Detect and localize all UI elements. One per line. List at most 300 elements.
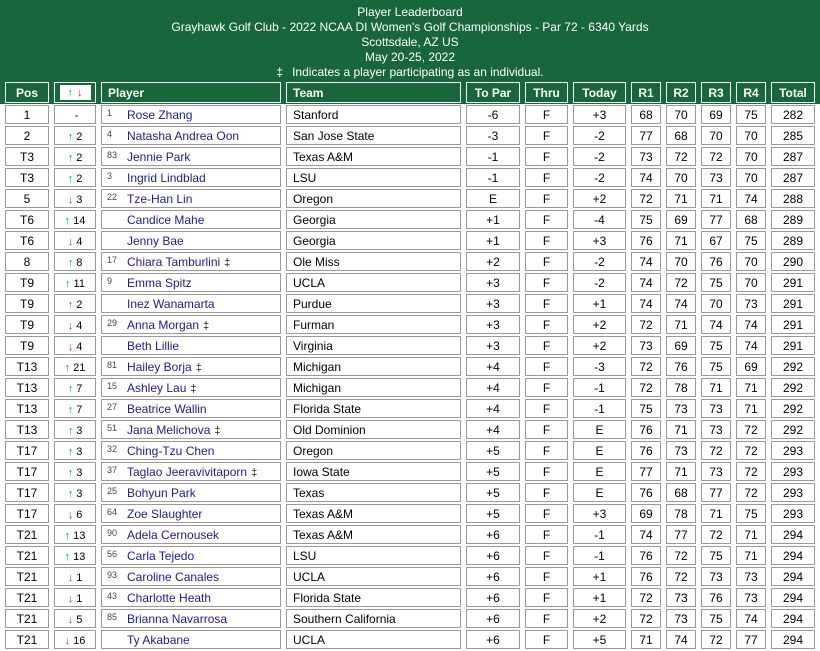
team-cell: Texas A&M [286, 525, 461, 544]
down-arrow-icon: ↓ [77, 87, 83, 100]
total-cell: 291 [771, 273, 815, 292]
down-arrow-icon: ↓ [67, 193, 74, 206]
team-cell: LSU [286, 546, 461, 565]
player-link[interactable]: Adela Cernousek [127, 527, 220, 542]
to-par-cell: +6 [466, 546, 520, 565]
down-arrow-icon: ↓ [67, 508, 74, 521]
r3-cell: 76 [701, 252, 731, 271]
r4-cell: 74 [736, 609, 766, 628]
movement-cell [54, 609, 96, 628]
thru-cell: F [525, 588, 568, 607]
r3-cell: 73 [701, 420, 731, 439]
r2-cell: 69 [666, 336, 696, 355]
player-link[interactable]: Charlotte Heath [127, 590, 212, 605]
r2-cell: 73 [666, 609, 696, 628]
player-link[interactable]: Candice Mahe [127, 212, 205, 227]
movement-cell [54, 462, 96, 481]
table-row [5, 336, 815, 355]
r4-cell: 74 [736, 189, 766, 208]
player-link[interactable]: Ashley Lau [127, 380, 187, 395]
movement-value: 7 [76, 403, 83, 416]
total-cell: 294 [771, 630, 815, 649]
total-cell: 287 [771, 147, 815, 166]
today-cell: +3 [573, 504, 626, 523]
table-row [5, 609, 815, 628]
total-cell: 289 [771, 231, 815, 250]
pos-cell: T9 [5, 315, 49, 334]
r2-cell: 77 [666, 525, 696, 544]
col-header-today: Today [573, 82, 626, 103]
r3-cell: 75 [701, 357, 731, 376]
player-link[interactable]: Rose Zhang [127, 107, 193, 122]
down-arrow-icon: ↓ [67, 592, 74, 605]
r2-cell: 72 [666, 273, 696, 292]
total-cell: 292 [771, 399, 815, 418]
r1-cell: 72 [631, 378, 661, 397]
pos-cell: T21 [5, 546, 49, 565]
down-arrow-icon: ↓ [67, 235, 74, 248]
pos-cell: T6 [5, 210, 49, 229]
col-header-pos: Pos [5, 82, 49, 103]
player-link[interactable]: Anna Morgan [127, 317, 200, 332]
r2-cell: 70 [666, 105, 696, 124]
team-cell: UCLA [286, 273, 461, 292]
r4-cell: 70 [736, 273, 766, 292]
today-cell: E [573, 441, 626, 460]
total-cell: 294 [771, 588, 815, 607]
player-link[interactable]: Tze-Han Lin [127, 191, 193, 206]
today-cell: E [573, 420, 626, 439]
to-par-cell: +3 [466, 273, 520, 292]
today-cell: +1 [573, 567, 626, 586]
table-row [5, 546, 815, 565]
table-row [5, 378, 815, 397]
r3-cell: 75 [701, 273, 731, 292]
r4-cell: 70 [736, 168, 766, 187]
player-cell [101, 609, 281, 628]
up-arrow-icon: ↑ [64, 214, 71, 227]
movement-value: 6 [76, 508, 83, 521]
up-arrow-icon: ↑ [67, 466, 74, 479]
pos-cell: T13 [5, 420, 49, 439]
r3-cell: 72 [701, 630, 731, 649]
player-cell [101, 336, 281, 355]
to-par-cell: +5 [466, 462, 520, 481]
to-par-cell: +2 [466, 252, 520, 271]
r4-cell: 72 [736, 420, 766, 439]
movement-value: 21 [73, 361, 86, 374]
table-row [5, 588, 815, 607]
player-link[interactable]: Ching-Tzu Chen [127, 443, 215, 458]
r3-cell: 77 [701, 483, 731, 502]
r1-cell: 76 [631, 231, 661, 250]
down-arrow-icon: ↓ [67, 319, 74, 332]
table-row [5, 210, 815, 229]
team-cell: Florida State [286, 588, 461, 607]
player-cell [101, 315, 281, 334]
to-par-cell: +5 [466, 504, 520, 523]
r1-cell: 76 [631, 420, 661, 439]
team-cell: Purdue [286, 294, 461, 313]
total-cell: 290 [771, 252, 815, 271]
team-cell: Georgia [286, 210, 461, 229]
up-arrow-icon: ↑ [64, 361, 71, 374]
r2-cell: 71 [666, 231, 696, 250]
team-cell: Stanford [286, 105, 461, 124]
pos-cell: 2 [5, 126, 49, 145]
thru-cell: F [525, 294, 568, 313]
r1-cell: 75 [631, 210, 661, 229]
r3-cell: 73 [701, 168, 731, 187]
movement-cell [54, 357, 96, 376]
header-row [5, 82, 815, 103]
pos-cell: T17 [5, 462, 49, 481]
up-arrow-icon: ↑ [67, 298, 74, 311]
col-header-r1: R1 [631, 82, 661, 103]
player-cell [101, 399, 281, 418]
team-cell: Texas A&M [286, 147, 461, 166]
to-par-cell: -1 [466, 168, 520, 187]
player-number: 43 [107, 590, 118, 601]
player-link[interactable]: Hailey Borja [127, 359, 192, 374]
table-row [5, 147, 815, 166]
player-cell [101, 420, 281, 439]
r4-cell: 73 [736, 567, 766, 586]
movement-value: 5 [76, 613, 83, 626]
thru-cell: F [525, 441, 568, 460]
movement-value: 1 [76, 571, 83, 584]
movement-cell [54, 420, 96, 439]
individual-dagger-icon: ‡ [190, 382, 197, 395]
movement-cell [54, 588, 96, 607]
r4-cell: 74 [736, 336, 766, 355]
r2-cell: 71 [666, 189, 696, 208]
player-link[interactable]: Inez Wanamarta [127, 296, 215, 311]
r4-cell: 72 [736, 483, 766, 502]
individual-dagger-icon: ‡ [203, 319, 210, 332]
to-par-cell: +1 [466, 210, 520, 229]
r2-cell: 78 [666, 504, 696, 523]
player-link[interactable]: Brianna Navarrosa [127, 611, 228, 626]
movement-value: 14 [73, 214, 86, 227]
r4-cell: 71 [736, 399, 766, 418]
movement-value: 16 [73, 634, 86, 647]
player-number: 56 [107, 548, 118, 559]
team-cell: Oregon [286, 441, 461, 460]
team-cell: LSU [286, 168, 461, 187]
pos-cell: T9 [5, 273, 49, 292]
to-par-cell: +4 [466, 378, 520, 397]
thru-cell: F [525, 336, 568, 355]
total-cell: 285 [771, 126, 815, 145]
total-cell: 291 [771, 336, 815, 355]
to-par-cell: +4 [466, 420, 520, 439]
col-header-r4: R4 [736, 82, 766, 103]
thru-cell: F [525, 378, 568, 397]
col-header-r2: R2 [666, 82, 696, 103]
player-cell [101, 441, 281, 460]
r2-cell: 70 [666, 168, 696, 187]
today-cell: +2 [573, 189, 626, 208]
movement-value: 7 [76, 382, 83, 395]
total-cell: 291 [771, 294, 815, 313]
movement-value: 2 [76, 172, 83, 185]
r2-cell: 71 [666, 315, 696, 334]
r3-cell: 73 [701, 399, 731, 418]
r1-cell: 74 [631, 273, 661, 292]
r1-cell: 72 [631, 189, 661, 208]
today-cell: +2 [573, 609, 626, 628]
team-cell: Texas [286, 483, 461, 502]
r2-cell: 73 [666, 399, 696, 418]
r4-cell: 77 [736, 630, 766, 649]
thru-cell: F [525, 567, 568, 586]
r3-cell: 69 [701, 105, 731, 124]
r2-cell: 68 [666, 483, 696, 502]
col-header-movement [54, 82, 96, 103]
player-link[interactable]: Zoe Slaughter [127, 506, 203, 521]
player-number: 3 [107, 170, 113, 181]
movement-value: 3 [76, 445, 83, 458]
table-row [5, 525, 815, 544]
total-cell: 292 [771, 420, 815, 439]
r1-cell: 74 [631, 525, 661, 544]
player-link[interactable]: Chiara Tamburlini [127, 254, 221, 269]
player-number: 64 [107, 506, 118, 517]
today-cell: +1 [573, 294, 626, 313]
player-cell [101, 210, 281, 229]
to-par-cell: E [466, 189, 520, 208]
pos-cell: T6 [5, 231, 49, 250]
r1-cell: 74 [631, 168, 661, 187]
col-header-team: Team [286, 82, 461, 103]
up-arrow-icon: ↑ [67, 130, 74, 143]
player-link[interactable]: Jennie Park [127, 149, 191, 164]
up-arrow-icon: ↑ [67, 424, 74, 437]
player-cell [101, 504, 281, 523]
r1-cell: 76 [631, 441, 661, 460]
movement-value: 4 [76, 340, 83, 353]
pos-cell: 1 [5, 105, 49, 124]
table-row [5, 273, 815, 292]
movement-cell [54, 567, 96, 586]
player-cell [101, 378, 281, 397]
r4-cell: 71 [736, 525, 766, 544]
today-cell: +2 [573, 336, 626, 355]
today-cell: -1 [573, 378, 626, 397]
player-link[interactable]: Taglao Jeeravivitaporn [127, 464, 248, 479]
r4-cell: 69 [736, 357, 766, 376]
movement-value: 2 [76, 298, 83, 311]
movement-cell [54, 273, 96, 292]
movement-cell [54, 294, 96, 313]
player-number: 17 [107, 254, 118, 265]
thru-cell: F [525, 546, 568, 565]
r4-cell: 70 [736, 126, 766, 145]
total-cell: 287 [771, 168, 815, 187]
team-cell: Florida State [286, 399, 461, 418]
thru-cell: F [525, 525, 568, 544]
today-cell: -2 [573, 273, 626, 292]
r1-cell: 72 [631, 357, 661, 376]
col-header-r3: R3 [701, 82, 731, 103]
player-number: 85 [107, 611, 118, 622]
up-arrow-icon: ↑ [67, 256, 74, 269]
thru-cell: F [525, 462, 568, 481]
r2-cell: 72 [666, 546, 696, 565]
today-cell: -1 [573, 546, 626, 565]
r4-cell: 71 [736, 378, 766, 397]
player-link[interactable]: Ty Akabane [127, 632, 190, 647]
r1-cell: 76 [631, 567, 661, 586]
player-number: 1 [107, 107, 113, 118]
total-cell: 292 [771, 378, 815, 397]
player-cell [101, 525, 281, 544]
thru-cell: F [525, 483, 568, 502]
movement-value: 4 [76, 235, 83, 248]
table-row [5, 483, 815, 502]
thru-cell: F [525, 252, 568, 271]
individual-dagger-icon: ‡ [214, 424, 221, 437]
pos-cell: T13 [5, 399, 49, 418]
table-row [5, 420, 815, 439]
up-arrow-icon: ↑ [67, 403, 74, 416]
to-par-cell: +6 [466, 567, 520, 586]
movement-cell [54, 336, 96, 355]
team-cell: Southern California [286, 609, 461, 628]
total-cell: 292 [771, 357, 815, 376]
today-cell: +1 [573, 588, 626, 607]
movement-value: 8 [76, 256, 83, 269]
player-cell [101, 189, 281, 208]
event-subtitle: Grayhawk Golf Club - 2022 NCAA DI Women's Golf Championships - Par 72 - 6340 Yards [171, 20, 649, 34]
team-cell: Michigan [286, 378, 461, 397]
thru-cell: F [525, 630, 568, 649]
up-arrow-icon: ↑ [67, 445, 74, 458]
player-link[interactable]: Beth Lillie [127, 338, 180, 353]
player-link[interactable]: Emma Spitz [127, 275, 192, 290]
player-link[interactable]: Bohyun Park [127, 485, 196, 500]
player-number: 81 [107, 359, 118, 370]
r4-cell: 70 [736, 147, 766, 166]
col-header-to-par: To Par [466, 82, 520, 103]
today-cell: +5 [573, 630, 626, 649]
player-cell [101, 294, 281, 313]
movement-value: 3 [76, 487, 83, 500]
thru-cell: F [525, 315, 568, 334]
thru-cell: F [525, 147, 568, 166]
pos-cell: T3 [5, 168, 49, 187]
table-row [5, 315, 815, 334]
team-cell: Iowa State [286, 462, 461, 481]
player-link[interactable]: Natasha Andrea Oon [127, 128, 240, 143]
player-link[interactable]: Caroline Canales [127, 569, 220, 584]
r4-cell: 68 [736, 210, 766, 229]
player-link[interactable]: Ingrid Lindblad [127, 170, 206, 185]
pos-cell: T17 [5, 483, 49, 502]
r2-cell: 74 [666, 630, 696, 649]
movement-value: 4 [76, 319, 83, 332]
to-par-cell: +6 [466, 630, 520, 649]
pos-cell: T21 [5, 567, 49, 586]
movement-cell [54, 105, 96, 124]
team-cell: UCLA [286, 630, 461, 649]
player-cell [101, 126, 281, 145]
r3-cell: 75 [701, 336, 731, 355]
player-link[interactable]: Beatrice Wallin [127, 401, 207, 416]
thru-cell: F [525, 399, 568, 418]
r3-cell: 75 [701, 609, 731, 628]
player-link[interactable]: Jana Melichova [127, 422, 211, 437]
r2-cell: 69 [666, 210, 696, 229]
to-par-cell: +4 [466, 357, 520, 376]
individual-dagger-icon: ‡ [224, 256, 231, 269]
table-row [5, 189, 815, 208]
r3-cell: 70 [701, 294, 731, 313]
player-cell [101, 252, 281, 271]
to-par-cell: +5 [466, 441, 520, 460]
movement-cell [54, 126, 96, 145]
player-link[interactable]: Jenny Bae [127, 233, 184, 248]
movement-value: 13 [73, 529, 86, 542]
pos-cell: 5 [5, 189, 49, 208]
total-cell: 282 [771, 105, 815, 124]
movement-value: 2 [76, 130, 83, 143]
leaderboard-wrap [0, 80, 820, 651]
r2-cell: 72 [666, 567, 696, 586]
r3-cell: 76 [701, 588, 731, 607]
thru-cell: F [525, 420, 568, 439]
r2-cell: 71 [666, 420, 696, 439]
up-arrow-icon: ↑ [67, 487, 74, 500]
r3-cell: 74 [701, 315, 731, 334]
pos-cell: T17 [5, 441, 49, 460]
r3-cell: 70 [701, 126, 731, 145]
individual-dagger-icon: ‡ [251, 466, 258, 479]
r2-cell: 72 [666, 147, 696, 166]
total-cell: 293 [771, 504, 815, 523]
pos-cell: 8 [5, 252, 49, 271]
r3-cell: 71 [701, 378, 731, 397]
r1-cell: 74 [631, 294, 661, 313]
thru-cell: F [525, 273, 568, 292]
r4-cell: 75 [736, 504, 766, 523]
table-row [5, 126, 815, 145]
r2-cell: 78 [666, 378, 696, 397]
pos-cell: T13 [5, 378, 49, 397]
movement-cell [54, 231, 96, 250]
player-number: 83 [107, 149, 118, 160]
thru-cell: F [525, 210, 568, 229]
today-cell: -2 [573, 126, 626, 145]
team-cell: San Jose State [286, 126, 461, 145]
total-cell: 293 [771, 483, 815, 502]
down-arrow-icon: ↓ [67, 571, 74, 584]
team-cell: Furman [286, 315, 461, 334]
col-header-total: Total [771, 82, 815, 103]
up-arrow-icon: ↑ [67, 382, 74, 395]
today-cell: -2 [573, 168, 626, 187]
dagger-icon: ‡ [276, 65, 284, 79]
player-link[interactable]: Carla Tejedo [127, 548, 195, 563]
r1-cell: 69 [631, 504, 661, 523]
thru-cell: F [525, 168, 568, 187]
movement-legend [60, 85, 91, 100]
thru-cell: F [525, 357, 568, 376]
thru-cell: F [525, 105, 568, 124]
event-header [0, 0, 820, 80]
to-par-cell: +6 [466, 609, 520, 628]
